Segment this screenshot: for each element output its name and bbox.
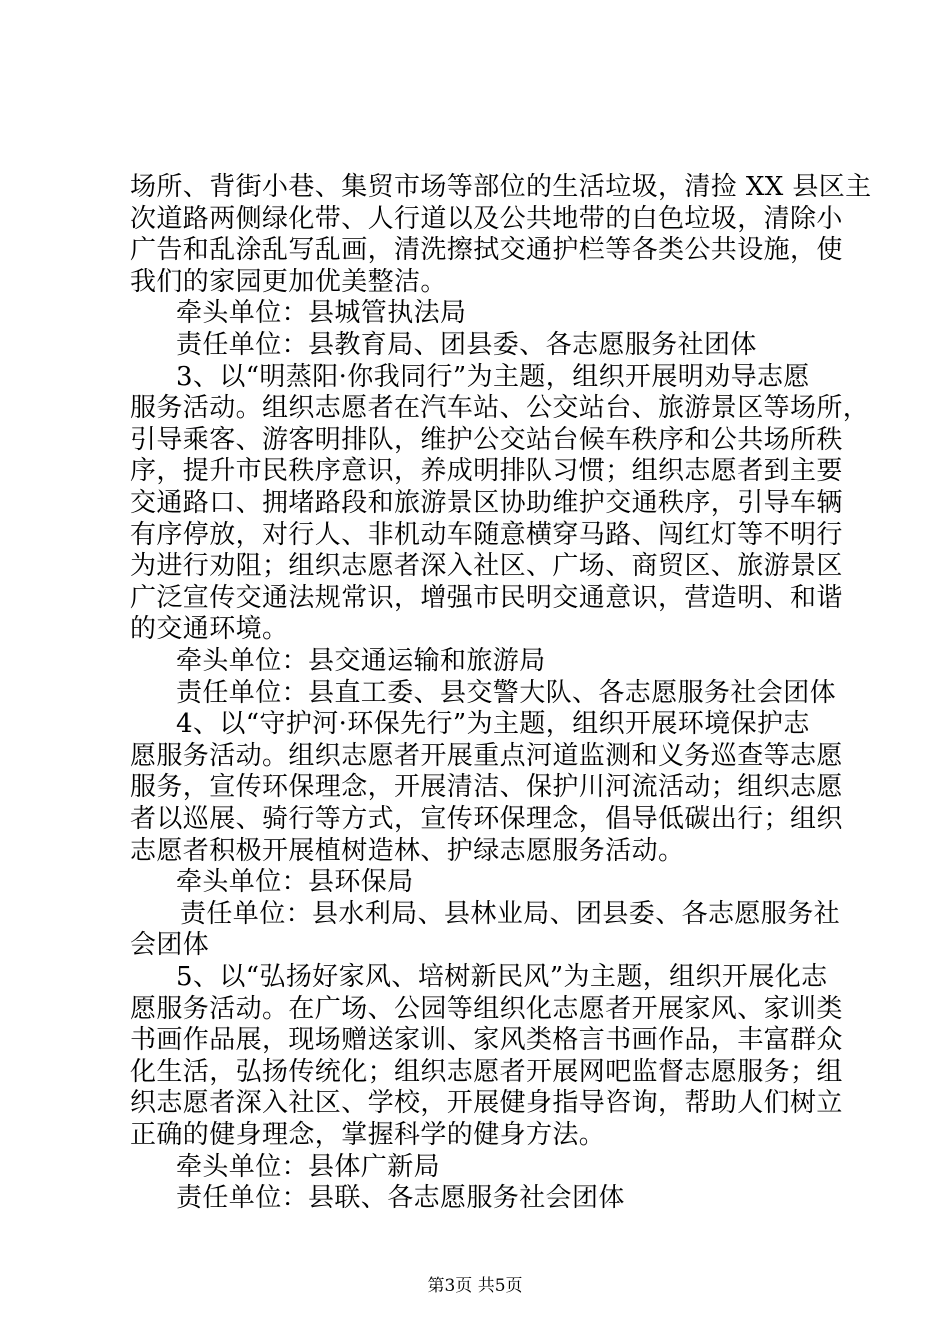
text-line: 广泛宣传交通法规常识，增强市民明交通意识，营造明、和谐 xyxy=(130,582,843,613)
text-line: 我们的家园更加优美整洁。 xyxy=(130,266,447,297)
text-line: 交通路口、拥堵路段和旅游景区协助维护交通秩序，引导车辆 xyxy=(130,488,843,518)
text-line: 场所、背街小巷、集贸市场等部位的生活垃圾，清捡 XX 县区主 xyxy=(130,172,872,202)
text-line: 牵头单位：县体广新局 xyxy=(176,1151,441,1182)
text-line: 责任单位：县直工委、县交警大队、各志愿服务社会团体 xyxy=(176,677,837,708)
text-line: 为进行劝阻；组织志愿者深入社区、广场、商贸区、旅游景区 xyxy=(130,551,843,582)
text-line: 责任单位：县水利局、县林业局、团县委、各志愿服务社 xyxy=(180,898,841,929)
text-line: 服务，宣传环保理念，开展清洁、保护川河流活动；组织志愿 xyxy=(130,772,843,803)
text-line: 的交通环境。 xyxy=(130,614,289,645)
text-line: 者以巡展、骑行等方式，宣传环保理念，倡导低碳出行；组织 xyxy=(130,804,843,834)
text-line: 引导乘客、游客明排队，维护公交站台候车秩序和公共场所秩 xyxy=(130,424,843,455)
text-line: 书画作品展，现场赠送家训、家风类格言书画作品，丰富群众 xyxy=(130,1025,843,1056)
text-line: 牵头单位：县交通运输和旅游局 xyxy=(176,646,546,676)
text-line: 牵头单位：县环保局 xyxy=(176,867,414,898)
text-line: 序，提升市民秩序意识，养成明排队习惯；组织志愿者到主要 xyxy=(130,456,843,487)
text-line: 愿服务活动。在广场、公园等组织化志愿者开展家风、家训类 xyxy=(130,993,843,1024)
text-line: 责任单位：县教育局、团县委、各志愿服务社团体 xyxy=(176,330,757,360)
text-line: 4、以“守护河·环保先行”为主题，组织开展环境保护志 xyxy=(176,709,810,740)
text-line: 会团体 xyxy=(130,930,210,961)
text-line: 5、以“弘扬好家风、培树新民风”为主题，组织开展化志 xyxy=(176,962,828,992)
text-line: 有序停放，对行人、非机动车随意横穿马路、闯红灯等不明行 xyxy=(130,519,843,550)
text-line: 广告和乱涂乱写乱画，清洗擦拭交通护栏等各类公共设施，使 xyxy=(130,235,843,266)
text-line: 责任单位：县联、各志愿服务社会团体 xyxy=(176,1183,625,1214)
text-line: 次道路两侧绿化带、人行道以及公共地带的白色垃圾，清除小 xyxy=(130,203,843,234)
page-footer: 第3页 共5页 xyxy=(427,1276,523,1296)
text-line: 志愿者积极开展植树造林、护绿志愿服务活动。 xyxy=(130,835,685,866)
text-line: 牵头单位：县城管执法局 xyxy=(176,298,467,329)
text-line: 愿服务活动。组织志愿者开展重点河道监测和义务巡查等志愿 xyxy=(130,740,843,771)
text-line: 织志愿者深入社区、学校，开展健身指导咨询，帮助人们树立 xyxy=(130,1088,843,1119)
text-line: 3、以“明蒸阳·你我同行”为主题，组织开展明劝导志愿 xyxy=(176,361,810,392)
text-line: 化生活，弘扬传统化；组织志愿者开展网吧监督志愿服务；组 xyxy=(130,1056,843,1087)
text-line: 服务活动。组织志愿者在汽车站、公交站台、旅游景区等场所， xyxy=(130,393,870,424)
text-line: 正确的健身理念，掌握科学的健身方法。 xyxy=(130,1120,606,1150)
